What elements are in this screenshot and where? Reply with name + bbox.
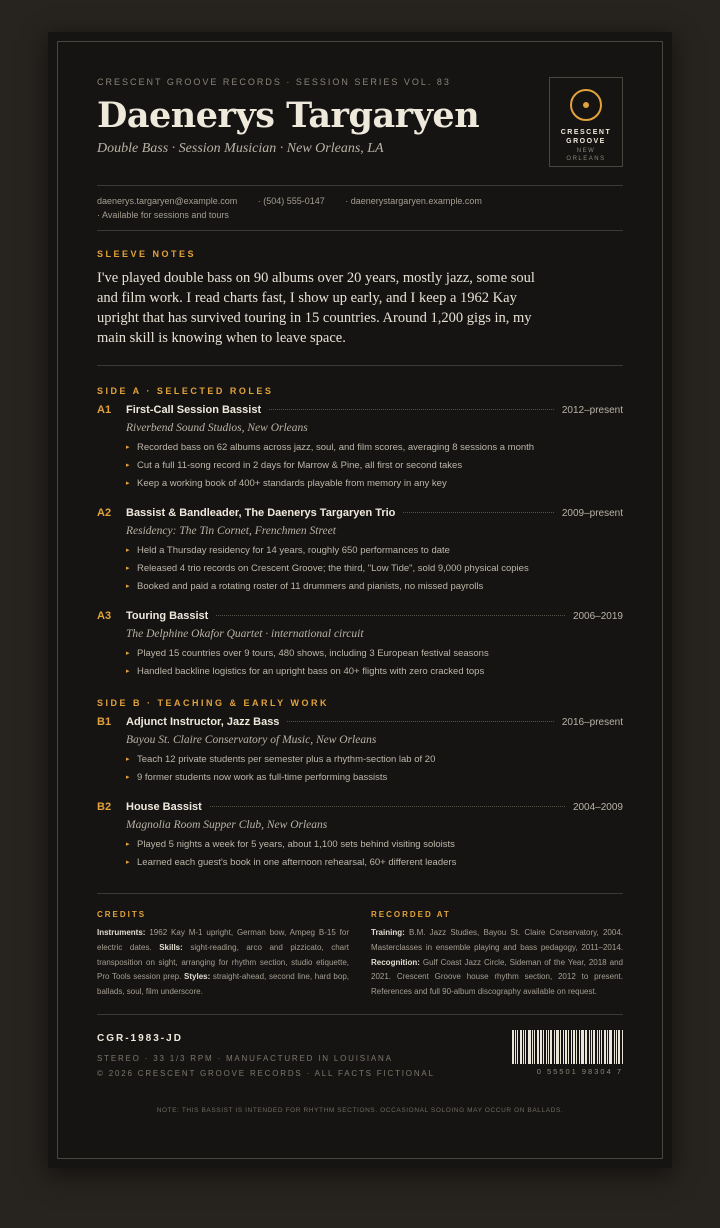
header <box>97 76 623 184</box>
bullet-text: Handled backline logistics for an upright bass on 40+ flights with zero cracked tops <box>137 666 485 677</box>
resume-content <box>97 76 623 1114</box>
list-item <box>126 542 623 560</box>
barcode-bar <box>576 1030 577 1064</box>
barcode-bar <box>604 1030 606 1064</box>
role-code: A2 <box>97 507 112 519</box>
role-bullets <box>97 645 623 681</box>
triangle-bullet-icon: ▸ <box>126 650 130 657</box>
triangle-bullet-icon: ▸ <box>126 480 130 487</box>
side-a-section <box>97 385 623 681</box>
list-item <box>126 457 623 475</box>
recognition-label: Recognition: <box>371 957 420 967</box>
phone-link[interactable]: · (504) 555-0147 <box>257 196 325 206</box>
barcode-bar <box>554 1030 555 1064</box>
barcode-bar <box>565 1030 567 1064</box>
bullet-text: Learned each guest's book in one afternoon rehearsal, 60+ different leaders <box>137 857 457 868</box>
recorded-at-column <box>371 910 623 1000</box>
barcode-bar <box>550 1030 552 1064</box>
list-item <box>126 560 623 578</box>
barcode-bar <box>581 1030 584 1064</box>
barcode-bar <box>556 1030 559 1064</box>
role-title: Bassist & Bandleader, The Daenerys Targaryen Trio <box>126 507 396 519</box>
barcode-bar <box>534 1030 535 1064</box>
role-bullets <box>97 751 623 787</box>
role-code: B2 <box>97 801 112 813</box>
instruments-label: Instruments: <box>97 928 146 937</box>
credits-column <box>97 910 349 1000</box>
label-logo <box>549 77 623 167</box>
role-header <box>97 801 623 817</box>
website-link[interactable]: · daenerystargaryen.example.com <box>345 196 482 206</box>
role-code: A3 <box>97 610 112 622</box>
barcode-bar <box>546 1030 547 1064</box>
recorded-at-label: RECORDED AT <box>371 910 451 919</box>
skills-text: sight-reading, arco and pizzicato, chart transposition on sight, arranging for rhythm section, studio etiquette, Pro Tools session prep. <box>97 942 349 982</box>
side-b-section <box>97 697 623 872</box>
triangle-bullet-icon: ▸ <box>126 565 130 572</box>
barcode-bar <box>520 1030 522 1064</box>
list-item <box>126 475 623 493</box>
barcode-bar <box>568 1030 569 1064</box>
triangle-bullet-icon: ▸ <box>126 859 130 866</box>
triangle-bullet-icon: ▸ <box>126 774 130 781</box>
catalog-footer <box>97 1033 623 1085</box>
barcode-bar <box>585 1030 587 1064</box>
subtitle: Double Bass · Session Musician · New Orleans, LA <box>97 141 384 156</box>
styles-label: Styles: <box>184 972 211 982</box>
catalog-number: CGR-1983-JD <box>97 1032 183 1044</box>
bullet-text: Teach 12 private students per semester plus a rhythm-section lab of 20 <box>137 754 436 765</box>
divider <box>97 1014 623 1015</box>
logo-city-line2: ORLEANS <box>566 156 606 162</box>
training-label: Training: <box>371 928 405 937</box>
role-header <box>97 404 623 420</box>
triangle-bullet-icon: ▸ <box>126 583 130 590</box>
bullet-text: Keep a working book of 400+ standards playable from memory in any key <box>137 478 447 489</box>
barcode-bar <box>589 1030 590 1064</box>
bullet-text: Released 4 trio records on Crescent Groove; the third, "Low Tide", sold 9,000 physical copies <box>137 563 529 574</box>
sleeve-notes-section <box>97 248 623 348</box>
barcode-bar <box>523 1030 524 1064</box>
barcode-bar <box>601 1030 602 1064</box>
series-line: CRESCENT GROOVE RECORDS · SESSION SERIES VOL. 83 <box>97 77 451 87</box>
role-a1 <box>97 404 623 493</box>
role-place: Riverbend Sound Studios, New Orleans <box>126 422 308 434</box>
training-text: B.M. Jazz Studies, Bayou St. Claire Conservatory, 2004. Masterclasses in ensemble playing and bass pedagogy, 2011–2014. <box>371 928 623 952</box>
role-place: Bayou St. Claire Conservatory of Music, New Orleans <box>126 734 377 746</box>
list-item <box>126 836 623 854</box>
barcode-bar <box>571 1030 572 1064</box>
dotted-leader <box>210 806 565 807</box>
role-bullets <box>97 439 623 493</box>
barcode-block <box>487 1030 623 1076</box>
dotted-leader <box>216 615 565 616</box>
barcode-bar <box>540 1030 542 1064</box>
bullet-text: Played 15 countries over 9 tours, 480 shows, including 3 European festival seasons <box>137 648 489 659</box>
barcode-bar <box>525 1030 526 1064</box>
role-code: B1 <box>97 716 112 728</box>
role-dates: 2012–present <box>561 405 623 416</box>
bullet-text: Recorded bass on 62 albums across jazz, soul, and film scores, averaging 8 sessions a month <box>137 442 535 453</box>
role-title: House Bassist <box>126 801 202 813</box>
bullet-text: Booked and paid a rotating roster of 11 drummers and pianists, no missed payrolls <box>137 581 484 592</box>
barcode-bar <box>616 1030 617 1064</box>
barcode-bar <box>597 1030 598 1064</box>
role-dates: 2009–present <box>561 508 623 519</box>
triangle-bullet-icon: ▸ <box>126 547 130 554</box>
role-header <box>97 610 623 626</box>
list-item <box>126 663 623 681</box>
barcode-bar <box>609 1030 612 1064</box>
list-item <box>126 854 623 872</box>
credits-columns <box>97 910 623 1000</box>
role-b2 <box>97 801 623 872</box>
barcode-bar <box>622 1030 623 1064</box>
divider <box>97 365 623 366</box>
role-title: Adjunct Instructor, Jazz Bass <box>126 716 280 728</box>
footnote: NOTE: THIS BASSIST IS INTENDED FOR RHYTHM SECTIONS. OCCASIONAL SOLOING MAY OCCUR ON BALLADS. <box>156 1106 564 1114</box>
format-line: STEREO · 33 1/3 RPM · MANUFACTURED IN LOUISIANA <box>97 1053 393 1063</box>
barcode-bar <box>563 1030 564 1064</box>
bullet-text: Cut a full 11-song record in 2 days for Marrow & Pine, all first or second takes <box>137 460 463 471</box>
role-place: Magnolia Room Supper Club, New Orleans <box>126 819 328 831</box>
list-item <box>126 769 623 787</box>
logo-name-line1: CRESCENT <box>560 129 612 136</box>
role-title: First-Call Session Bassist <box>126 404 262 416</box>
list-item <box>126 751 623 769</box>
role-code: A1 <box>97 404 112 416</box>
role-dates: 2016–present <box>561 717 623 728</box>
role-b1 <box>97 716 623 787</box>
barcode-number: 0 55501 98304 7 <box>536 1066 623 1076</box>
barcode-icon <box>487 1030 623 1064</box>
triangle-bullet-icon: ▸ <box>126 444 130 451</box>
page-title: Daenerys Targaryen <box>97 95 480 136</box>
styles-text: straight-ahead, second line, hard bop, ballads, soul, film underscore. <box>97 972 349 997</box>
barcode-bar <box>599 1030 600 1064</box>
triangle-bullet-icon: ▸ <box>126 756 130 763</box>
skills-label: Skills: <box>159 942 183 952</box>
triangle-bullet-icon: ▸ <box>126 841 130 848</box>
record-disc-icon <box>570 89 602 121</box>
bullet-text: Played 5 nights a week for 5 years, about 1,100 sets behind visiting soloists <box>137 839 455 850</box>
logo-name-line2: GROOVE <box>566 138 606 145</box>
role-bullets <box>97 836 623 872</box>
barcode-bar <box>537 1030 539 1064</box>
role-bullets <box>97 542 623 596</box>
role-header <box>97 507 623 523</box>
record-sleeve <box>48 32 672 1168</box>
barcode-bar <box>579 1030 580 1064</box>
barcode-bar <box>515 1030 516 1064</box>
divider <box>97 230 623 231</box>
barcode-bar <box>528 1030 531 1064</box>
list-item <box>126 578 623 596</box>
role-dates: 2004–2009 <box>572 802 623 813</box>
barcode-bar <box>573 1030 575 1064</box>
triangle-bullet-icon: ▸ <box>126 462 130 469</box>
barcode-bar <box>560 1030 561 1064</box>
list-item <box>126 439 623 457</box>
barcode-bar <box>548 1030 549 1064</box>
dotted-leader <box>403 512 553 513</box>
recorded-at-text <box>371 926 623 1000</box>
role-a2 <box>97 507 623 596</box>
role-a3 <box>97 610 623 681</box>
contact-info <box>97 186 623 230</box>
role-dates: 2006–2019 <box>572 611 623 622</box>
barcode-bar <box>591 1030 592 1064</box>
sleeve-notes-text: I've played double bass on 90 albums over 20 years, mostly jazz, some soul and film work. I read charts fast, I show up early, and I keep a 1962 Kay upright that has survived touring in 15 countries. Around 1,200 gigs in, my main skill is knowing when to leave space. <box>97 270 535 346</box>
role-place: Residency: The Tin Cornet, Frenchmen Street <box>126 525 336 537</box>
barcode-bar <box>618 1030 620 1064</box>
barcode-bar <box>614 1030 615 1064</box>
sleeve-notes-label: SLEEVE NOTES <box>97 249 197 259</box>
role-header <box>97 716 623 732</box>
barcode-bar <box>512 1030 514 1064</box>
dotted-leader <box>269 409 554 410</box>
role-place: The Delphine Okafor Quartet · international circuit <box>126 628 364 640</box>
barcode-bar <box>532 1030 533 1064</box>
barcode-bar <box>517 1030 518 1064</box>
credits-label: CREDITS <box>97 910 147 919</box>
barcode-bar <box>607 1030 608 1064</box>
side-b-label: SIDE B · TEACHING & EARLY WORK <box>97 698 330 708</box>
bullet-text: Held a Thursday residency for 14 years, roughly 650 performances to date <box>137 545 450 556</box>
triangle-bullet-icon: ▸ <box>126 668 130 675</box>
logo-city-line1: NEW <box>576 148 596 154</box>
instruments-text: 1962 Kay M-1 upright, German bow, Ampeg B-15 for electric dates. <box>97 928 349 952</box>
bullet-text: 9 former students now work as full-time performing bassists <box>137 772 388 783</box>
list-item <box>126 645 623 663</box>
role-title: Touring Bassist <box>126 610 209 622</box>
barcode-bar <box>543 1030 544 1064</box>
side-a-label: SIDE A · SELECTED ROLES <box>97 386 274 396</box>
copyright-line: © 2026 CRESCENT GROOVE RECORDS · ALL FACTS FICTIONAL <box>97 1068 435 1078</box>
email-link[interactable]: daenerys.targaryen@example.com <box>97 196 238 206</box>
credits-text <box>97 926 349 1000</box>
dotted-leader <box>287 721 553 722</box>
barcode-bar <box>593 1030 595 1064</box>
divider <box>97 893 623 894</box>
availability-text: · Available for sessions and tours <box>97 210 229 220</box>
recognition-text: Gulf Coast Jazz Circle, Sideman of the Year, 2018 and 2021. Crescent Groove house rhythm section, 2012 to present. References and full 90-album discography available on request. <box>371 957 623 997</box>
